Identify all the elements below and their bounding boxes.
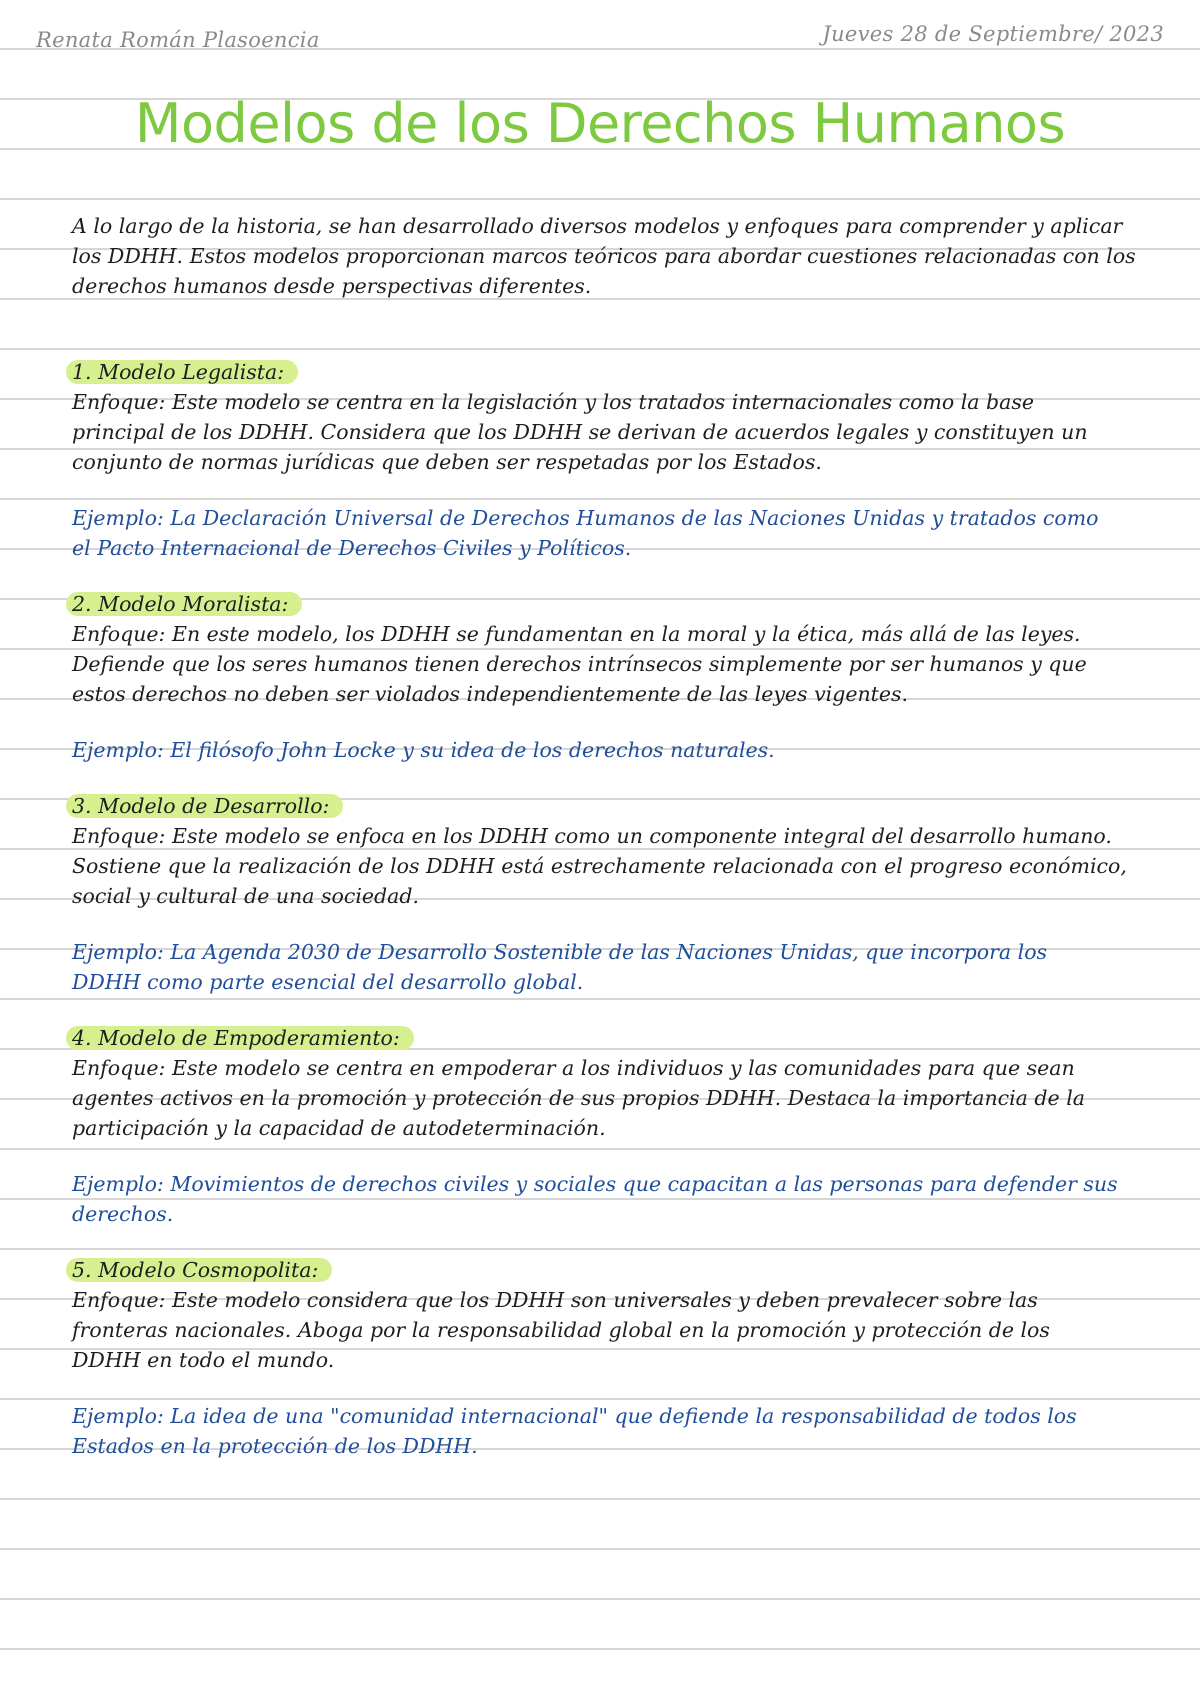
blank-line — [72, 1229, 1132, 1255]
example-line: Ejemplo: Movimientos de derechos civiles y sociales que capacitan a las personas para defender sus — [72, 1172, 1118, 1196]
focus-line: Enfoque: Este modelo se enfoca en los DDHH como un componente integral del desarrollo humano. — [72, 824, 1112, 848]
focus-line: fronteras nacionales. Aboga por la responsabilidad global en la promoción y protección de los — [72, 1318, 1050, 1342]
example-line: Ejemplo: La Agenda 2030 de Desarrollo Sostenible de las Naciones Unidas, que incorpora los — [72, 940, 1048, 964]
focus-line: Defiende que los seres humanos tienen derechos intrínsecos simplemente por ser humanos y que — [72, 652, 1087, 676]
example-line: derechos. — [72, 1202, 174, 1226]
focus-line: Enfoque: Este modelo considera que los DDHH son universales y deben prevalecer sobre las — [72, 1288, 1038, 1312]
example-line: Ejemplo: La idea de una "comunidad internacional" que defiende la responsabilidad de todos los — [72, 1404, 1077, 1428]
model-heading: 3. Modelo de Desarrollo: — [66, 794, 343, 818]
focus-line: participación y la capacidad de autodeterminación. — [72, 1116, 606, 1140]
author-name: Renata Román Plasoencia — [36, 28, 320, 52]
intro-line: A lo largo de la historia, se han desarrollado diversos modelos y enfoques para comprender y aplicar — [72, 214, 1123, 238]
blank-line — [72, 563, 1132, 589]
blank-line — [72, 1143, 1132, 1169]
focus-line: conjunto de normas jurídicas que deben ser respetadas por los Estados. — [72, 450, 822, 474]
model-section-cosmopolita — [72, 1255, 1132, 1461]
example-line: Estados en la protección de los DDHH. — [72, 1434, 478, 1458]
model-heading: 4. Modelo de Empoderamiento: — [66, 1026, 414, 1050]
example-line: Ejemplo: El filósofo John Locke y su idea de los derechos naturales. — [72, 738, 775, 762]
intro-paragraph — [72, 211, 1136, 301]
blank-line — [72, 765, 1132, 791]
note-date: Jueves 28 de Septiembre/ 2023 — [822, 22, 1164, 46]
blank-line — [72, 997, 1132, 1023]
focus-line: Enfoque: Este modelo se centra en la legislación y los tratados internacionales como la base — [72, 390, 1035, 414]
example-line: Ejemplo: La Declaración Universal de Derechos Humanos de las Naciones Unidas y tratados como — [72, 506, 1099, 530]
intro-line: los DDHH. Estos modelos proporcionan marcos teóricos para abordar cuestiones relacionadas con los — [72, 244, 1136, 268]
model-section-empoderamiento — [72, 1023, 1132, 1229]
focus-line: agentes activos en la promoción y protección de sus propios DDHH. Destaca la importancia de la — [72, 1086, 1085, 1110]
focus-line: Enfoque: Este modelo se centra en empoderar a los individuos y las comunidades para que sean — [72, 1056, 1075, 1080]
note-content — [72, 211, 1136, 1461]
example-line: DDHH como parte esencial del desarrollo global. — [72, 970, 584, 994]
model-section-desarrollo — [72, 791, 1132, 997]
model-section-legalista — [72, 357, 1132, 563]
focus-line: social y cultural de una sociedad. — [72, 884, 419, 908]
blank-line — [72, 911, 1132, 937]
focus-line: estos derechos no deben ser violados independientemente de las leyes vigentes. — [72, 682, 909, 706]
blank-line — [72, 1375, 1132, 1401]
intro-line: derechos humanos desde perspectivas diferentes. — [72, 274, 592, 298]
model-heading: 1. Modelo Legalista: — [66, 360, 298, 384]
page-title: Modelos de los Derechos Humanos — [134, 92, 1066, 155]
model-heading: 2. Modelo Moralista: — [66, 592, 302, 616]
model-section-moralista — [72, 589, 1132, 765]
blank-line — [72, 301, 1132, 331]
focus-line: DDHH en todo el mundo. — [72, 1348, 335, 1372]
example-line: el Pacto Internacional de Derechos Civiles y Políticos. — [72, 536, 632, 560]
blank-line — [72, 477, 1132, 503]
focus-line: principal de los DDHH. Considera que los DDHH se derivan de acuerdos legales y constituyen un — [72, 420, 1088, 444]
blank-line — [72, 709, 1132, 735]
model-heading: 5. Modelo Cosmopolita: — [66, 1258, 332, 1282]
focus-line: Enfoque: En este modelo, los DDHH se fundamentan en la moral y la ética, más allá de las leyes. — [72, 622, 1081, 646]
blank-line — [72, 331, 1132, 357]
focus-line: Sostiene que la realización de los DDHH está estrechamente relacionada con el progreso económico, — [72, 854, 1127, 878]
